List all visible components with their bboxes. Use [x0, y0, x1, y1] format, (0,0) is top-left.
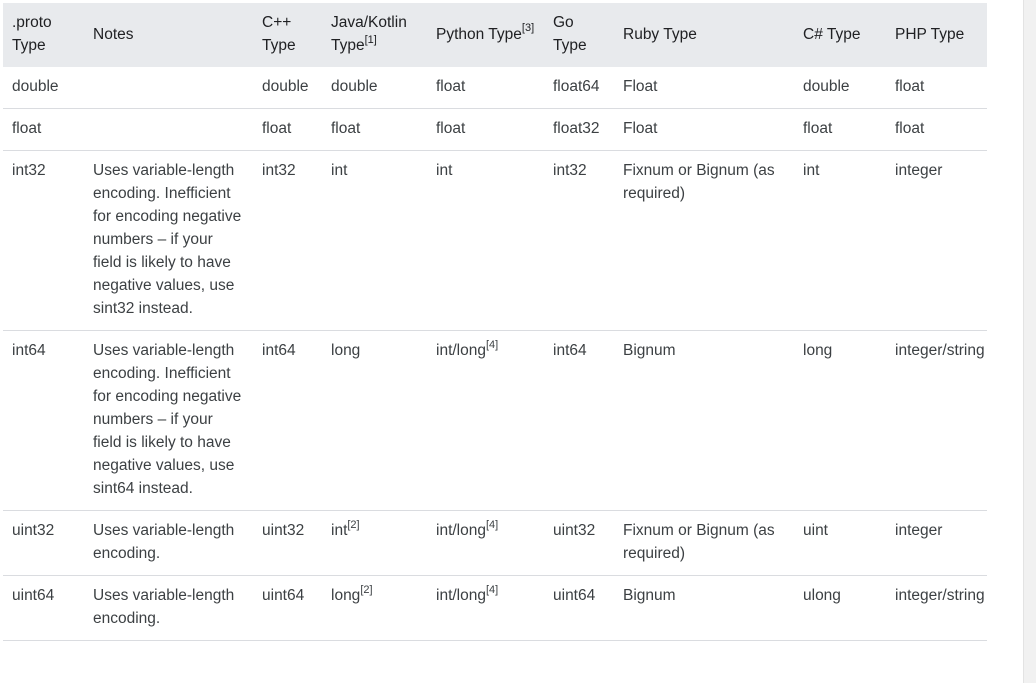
table-row [3, 576, 987, 641]
footnote-link[interactable]: [4] [485, 518, 499, 531]
cell-csharp-type: float [794, 109, 886, 151]
cell-notes: Uses variable-length encoding. [84, 576, 253, 641]
cell-ruby-type: Bignum [614, 576, 794, 641]
cell-csharp-type: long [794, 331, 886, 511]
header-notes: Notes [84, 3, 253, 67]
cell-go-type: uint64 [544, 576, 614, 641]
cell-php-type: integer [886, 151, 987, 331]
footnote-link[interactable]: [2] [360, 583, 373, 596]
cell-go-type: int32 [544, 151, 614, 331]
table-row [3, 151, 987, 331]
cell-cpp-type: uint32 [253, 511, 322, 576]
header-java-kotlin-type: Java/Kotlin Type[1] [322, 3, 427, 67]
cell-go-type: int64 [544, 331, 614, 511]
cell-python-type: int [427, 151, 544, 331]
cell-java-type: long [322, 331, 427, 511]
cell-proto-type: uint32 [3, 511, 84, 576]
cell-cpp-type: int32 [253, 151, 322, 331]
cell-cpp-type: double [253, 67, 322, 109]
cell-cpp-type: int64 [253, 331, 322, 511]
cell-python-type: float [427, 109, 544, 151]
cell-ruby-type: Fixnum or Bignum (as required) [614, 511, 794, 576]
cell-php-type: integer/string [886, 331, 987, 511]
cell-csharp-type: uint [794, 511, 886, 576]
scalar-types-table [3, 3, 987, 641]
cell-python-type: int/long[4] [427, 511, 544, 576]
cell-ruby-type: Float [614, 67, 794, 109]
footnote-link[interactable]: [2] [347, 518, 360, 531]
cell-php-type: float [886, 109, 987, 151]
header-php-type: PHP Type [886, 3, 987, 67]
footnote-link[interactable]: [4] [485, 338, 499, 351]
cell-proto-type: double [3, 67, 84, 109]
cell-ruby-type: Float [614, 109, 794, 151]
cell-java-type: int [322, 151, 427, 331]
header-python-type: Python Type[3] [427, 3, 544, 67]
cell-go-type: float64 [544, 67, 614, 109]
cell-cpp-type: uint64 [253, 576, 322, 641]
cell-java-type: double [322, 67, 427, 109]
vertical-scrollbar[interactable] [1023, 0, 1036, 683]
cell-proto-type: int32 [3, 151, 84, 331]
header-ruby-type: Ruby Type [614, 3, 794, 67]
header-cpp-type: C++ Type [253, 3, 322, 67]
header-go-type: Go Type [544, 3, 614, 67]
header-proto-type: .proto Type [3, 3, 84, 67]
cell-python-type: int/long[4] [427, 576, 544, 641]
cell-php-type: float [886, 67, 987, 109]
table-header-row [3, 3, 987, 67]
cell-csharp-type: double [794, 67, 886, 109]
footnote-link[interactable]: [1] [364, 33, 377, 46]
cell-python-type: int/long[4] [427, 331, 544, 511]
footnote-link[interactable]: [4] [485, 583, 499, 596]
cell-java-type: float [322, 109, 427, 151]
cell-ruby-type: Bignum [614, 331, 794, 511]
header-csharp-type: C# Type [794, 3, 886, 67]
cell-notes: Uses variable-length encoding. [84, 511, 253, 576]
cell-notes [84, 67, 253, 109]
cell-proto-type: uint64 [3, 576, 84, 641]
cell-csharp-type: int [794, 151, 886, 331]
cell-csharp-type: ulong [794, 576, 886, 641]
cell-proto-type: float [3, 109, 84, 151]
cell-notes: Uses variable-length encoding. Inefficient for encoding negative numbers – if your field is likely to have negative values, use sint64 instead. [84, 331, 253, 511]
table-row [3, 67, 987, 109]
cell-python-type: float [427, 67, 544, 109]
cell-php-type: integer/string [886, 576, 987, 641]
cell-php-type: integer [886, 511, 987, 576]
table-row [3, 109, 987, 151]
footnote-link[interactable]: [3] [521, 22, 535, 35]
cell-notes [84, 109, 253, 151]
table-container [3, 3, 987, 683]
cell-java-type: int[2] [322, 511, 427, 576]
cell-go-type: uint32 [544, 511, 614, 576]
cell-cpp-type: float [253, 109, 322, 151]
cell-proto-type: int64 [3, 331, 84, 511]
table-row [3, 331, 987, 511]
table-row [3, 511, 987, 576]
cell-ruby-type: Fixnum or Bignum (as required) [614, 151, 794, 331]
cell-java-type: long[2] [322, 576, 427, 641]
cell-notes: Uses variable-length encoding. Inefficient for encoding negative numbers – if your field is likely to have negative values, use sint32 instead. [84, 151, 253, 331]
cell-go-type: float32 [544, 109, 614, 151]
